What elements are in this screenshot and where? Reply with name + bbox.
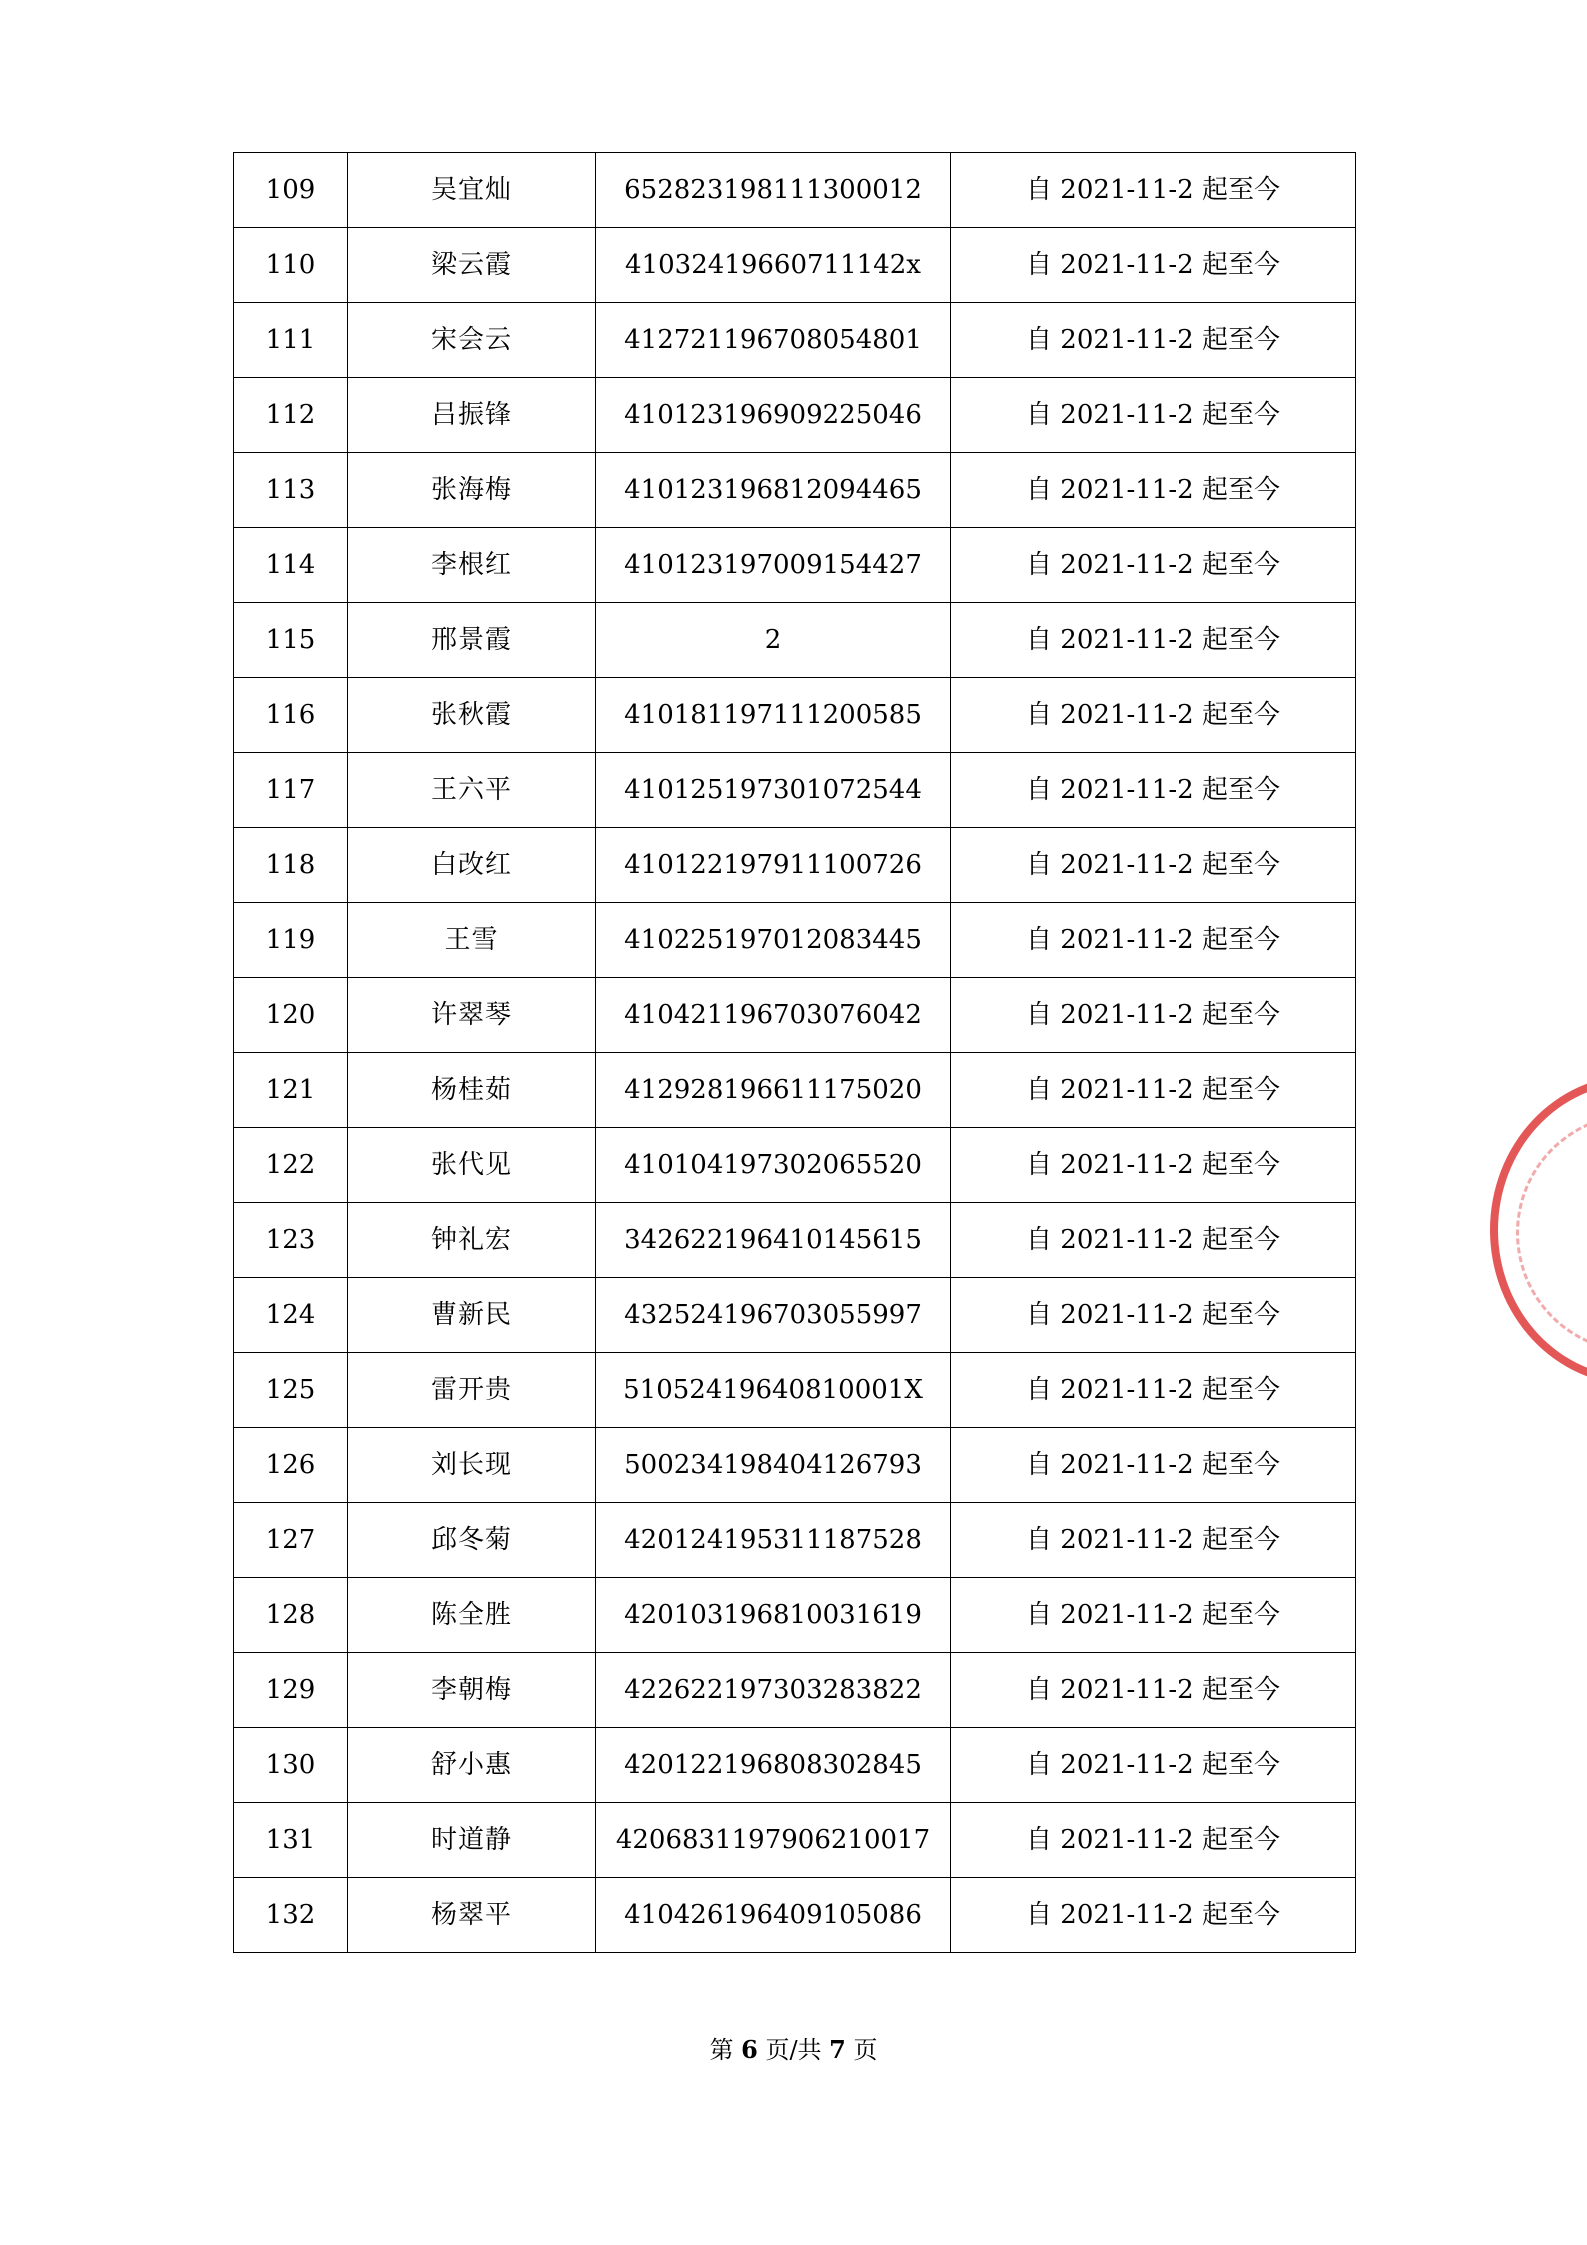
id-number: 412721196708054801: [596, 303, 951, 378]
row-number: 117: [234, 753, 348, 828]
person-name: 宋会云: [348, 303, 596, 378]
id-number: 432524196703055997: [596, 1278, 951, 1353]
row-number: 123: [234, 1203, 348, 1278]
start-date: 自 2021-11-2 起至今: [951, 1353, 1356, 1428]
row-number: 126: [234, 1428, 348, 1503]
row-number: 131: [234, 1803, 348, 1878]
person-name: 舒小惠: [348, 1728, 596, 1803]
row-number: 132: [234, 1878, 348, 1953]
table-row: [234, 1053, 1356, 1128]
person-name: 白改红: [348, 828, 596, 903]
start-date: 自 2021-11-2 起至今: [951, 153, 1356, 228]
table-row: [234, 828, 1356, 903]
id-number: 4206831197906210017: [596, 1803, 951, 1878]
start-date: 自 2021-11-2 起至今: [951, 1428, 1356, 1503]
row-number: 118: [234, 828, 348, 903]
id-number: 420103196810031619: [596, 1578, 951, 1653]
start-date: 自 2021-11-2 起至今: [951, 228, 1356, 303]
id-number: 410225197012083445: [596, 903, 951, 978]
row-number: 110: [234, 228, 348, 303]
row-number: 112: [234, 378, 348, 453]
row-number: 111: [234, 303, 348, 378]
start-date: 自 2021-11-2 起至今: [951, 1278, 1356, 1353]
person-name: 王六平: [348, 753, 596, 828]
table-row: [234, 528, 1356, 603]
person-name: 曹新民: [348, 1278, 596, 1353]
id-number: 410123196812094465: [596, 453, 951, 528]
table-row: [234, 603, 1356, 678]
start-date: 自 2021-11-2 起至今: [951, 678, 1356, 753]
person-name: 邱冬菊: [348, 1503, 596, 1578]
start-date: 自 2021-11-2 起至今: [951, 1653, 1356, 1728]
id-number: 410421196703076042: [596, 978, 951, 1053]
official-seal-stamp: [1490, 1075, 1587, 1385]
id-number: 420124195311187528: [596, 1503, 951, 1578]
start-date: 自 2021-11-2 起至今: [951, 453, 1356, 528]
footer-prefix: 第: [709, 2036, 742, 2064]
id-number: 410122197911100726: [596, 828, 951, 903]
table-row: [234, 978, 1356, 1053]
id-number: 410123196909225046: [596, 378, 951, 453]
table-row: [234, 1878, 1356, 1953]
footer-total-pages: 7: [829, 2035, 846, 2064]
person-name: 邢景霞: [348, 603, 596, 678]
id-number: 410123197009154427: [596, 528, 951, 603]
footer-suffix: 页: [845, 2036, 878, 2064]
start-date: 自 2021-11-2 起至今: [951, 828, 1356, 903]
id-number: 410104197302065520: [596, 1128, 951, 1203]
table-row: [234, 903, 1356, 978]
row-number: 122: [234, 1128, 348, 1203]
start-date: 自 2021-11-2 起至今: [951, 903, 1356, 978]
person-name: 吴宜灿: [348, 153, 596, 228]
roster-table-body: [234, 153, 1356, 1953]
table-row: [234, 1278, 1356, 1353]
table-row: [234, 753, 1356, 828]
row-number: 116: [234, 678, 348, 753]
id-number: 652823198111300012: [596, 153, 951, 228]
start-date: 自 2021-11-2 起至今: [951, 1053, 1356, 1128]
row-number: 114: [234, 528, 348, 603]
person-name: 梁云霞: [348, 228, 596, 303]
row-number: 121: [234, 1053, 348, 1128]
table-row: [234, 1503, 1356, 1578]
footer-current-page: 6: [741, 2035, 758, 2064]
id-number: 410181197111200585: [596, 678, 951, 753]
id-number: 342622196410145615: [596, 1203, 951, 1278]
person-name: 张代见: [348, 1128, 596, 1203]
row-number: 127: [234, 1503, 348, 1578]
start-date: 自 2021-11-2 起至今: [951, 1803, 1356, 1878]
roster-table: [233, 152, 1356, 1953]
footer-middle: 页/共: [757, 2036, 830, 2064]
page-footer: [0, 2030, 1587, 2065]
table-row: [234, 1803, 1356, 1878]
table-row: [234, 378, 1356, 453]
start-date: 自 2021-11-2 起至今: [951, 378, 1356, 453]
person-name: 张海梅: [348, 453, 596, 528]
table-row: [234, 1578, 1356, 1653]
table-row: [234, 1428, 1356, 1503]
table-row: [234, 1203, 1356, 1278]
table-row: [234, 153, 1356, 228]
start-date: 自 2021-11-2 起至今: [951, 1728, 1356, 1803]
start-date: 自 2021-11-2 起至今: [951, 1203, 1356, 1278]
id-number: 41032419660711142x: [596, 228, 951, 303]
table-row: [234, 1353, 1356, 1428]
row-number: 119: [234, 903, 348, 978]
person-name: 雷开贵: [348, 1353, 596, 1428]
person-name: 李根红: [348, 528, 596, 603]
person-name: 时道静: [348, 1803, 596, 1878]
person-name: 吕振锋: [348, 378, 596, 453]
start-date: 自 2021-11-2 起至今: [951, 1878, 1356, 1953]
id-number: 410125197301072544: [596, 753, 951, 828]
start-date: 自 2021-11-2 起至今: [951, 753, 1356, 828]
table-row: [234, 453, 1356, 528]
id-number: 410426196409105086: [596, 1878, 951, 1953]
person-name: 杨翠平: [348, 1878, 596, 1953]
row-number: 124: [234, 1278, 348, 1353]
table-row: [234, 1653, 1356, 1728]
row-number: 120: [234, 978, 348, 1053]
start-date: 自 2021-11-2 起至今: [951, 528, 1356, 603]
start-date: 自 2021-11-2 起至今: [951, 1578, 1356, 1653]
start-date: 自 2021-11-2 起至今: [951, 1503, 1356, 1578]
person-name: 张秋霞: [348, 678, 596, 753]
id-number: 51052419640810001X: [596, 1353, 951, 1428]
id-number: 422622197303283822: [596, 1653, 951, 1728]
person-name: 杨桂茹: [348, 1053, 596, 1128]
person-name: 陈全胜: [348, 1578, 596, 1653]
row-number: 113: [234, 453, 348, 528]
id-number: 412928196611175020: [596, 1053, 951, 1128]
row-number: 115: [234, 603, 348, 678]
start-date: 自 2021-11-2 起至今: [951, 978, 1356, 1053]
id-number: 2: [596, 603, 951, 678]
table-row: [234, 678, 1356, 753]
table-row: [234, 303, 1356, 378]
row-number: 128: [234, 1578, 348, 1653]
row-number: 125: [234, 1353, 348, 1428]
person-name: 钟礼宏: [348, 1203, 596, 1278]
person-name: 李朝梅: [348, 1653, 596, 1728]
start-date: 自 2021-11-2 起至今: [951, 603, 1356, 678]
row-number: 129: [234, 1653, 348, 1728]
table-row: [234, 1128, 1356, 1203]
person-name: 王雪: [348, 903, 596, 978]
id-number: 500234198404126793: [596, 1428, 951, 1503]
start-date: 自 2021-11-2 起至今: [951, 1128, 1356, 1203]
row-number: 130: [234, 1728, 348, 1803]
row-number: 109: [234, 153, 348, 228]
person-name: 刘长现: [348, 1428, 596, 1503]
table-row: [234, 1728, 1356, 1803]
id-number: 420122196808302845: [596, 1728, 951, 1803]
person-name: 许翠琴: [348, 978, 596, 1053]
table-row: [234, 228, 1356, 303]
start-date: 自 2021-11-2 起至今: [951, 303, 1356, 378]
seal-inner-ring: [1516, 1113, 1587, 1353]
